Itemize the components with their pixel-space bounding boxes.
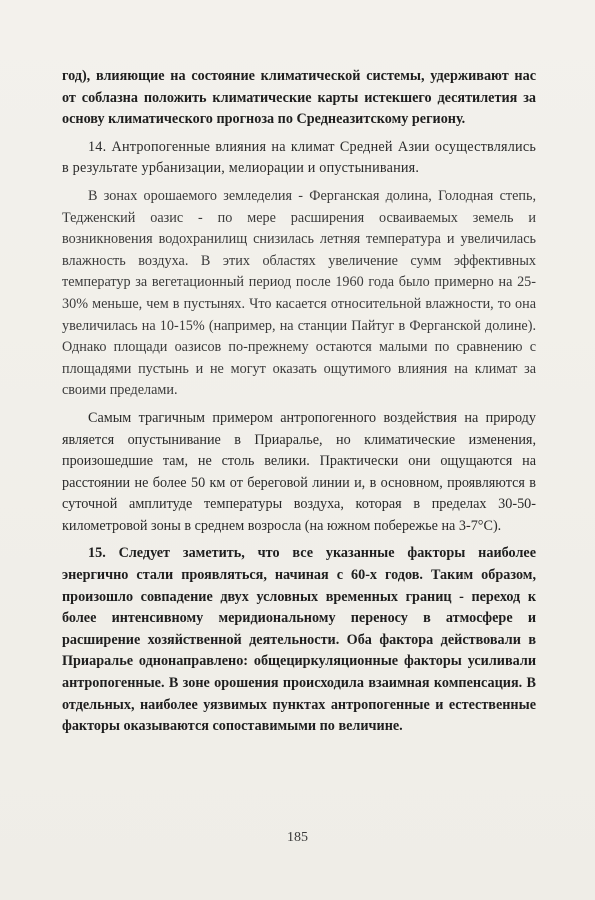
paragraph-aral-desertification: Самым трагичным примером антропогенного воздействия на природу является опустынивание в Приаралье, но климатические изменения, произошедшие там, не столь велики. Практически они ощущаются на расстоянии не более 50 км от береговой линии и, в основном, проявляются в суточной амплитуде температуры воздуха, которая в пределах 30-50-километровой зоны в среднем возросла (на южном побережье на 3-7°С). [62,409,536,534]
body-text [62,66,536,744]
paragraph-section-15: 15. Следует заметить, что все указанные факторы наиболее энергично стали проявляться, начиная с 60-х годов. Таким образом, произошло совпадение двух условных временных границ - переход к более интенсивному меридиональному переносу в атмосфере и расширение хозяйственной деятельности. Оба фактора действовали в Приаралье однонаправлено: общециркуляционные факторы усиливали антропогенные. В зоне орошения происходила взаимная компенсация. В отдельных, наиболее уязвимых пунктах антропогенные и естественные факторы оказываются сопоставимыми по величине. [62,545,536,735]
paragraph-irrigation-zones: В зонах орошаемого земледелия - Ферганская долина, Голодная степь, Тедженский оазис - по мере расширения осваиваемых земель и возникновения водохранилищ снизилась летняя температура и увеличилась влажность воздуха. В этих областях увеличение сумм эффективных температур за вегетационный период после 1960 года было примерно на 25-30% меньше, чем в пустынях. Что касается относительной влажности, то она увеличилась на 10-15% (например, на станции Пайтуг в Ферганской долине). Однако площади оазисов по-прежнему остаются малыми по сравнению с площадями пустынь и не могут оказать ощутимого влияния на климат за своими пределами. [62,187,536,399]
page-number: 185 [287,830,308,845]
paragraph-continuation: год), влияющие на состояние климатической системы, удерживают нас от соблазна положить климатические карты истекшего десятилетия за основу климатического прогноза по Среднеазитскому региону. [62,68,536,128]
paragraph-section-14: 14. Антропогенные влияния на климат Средней Азии осуществлялись в результате урбанизации, мелиорации и опустынивания. [62,138,536,177]
